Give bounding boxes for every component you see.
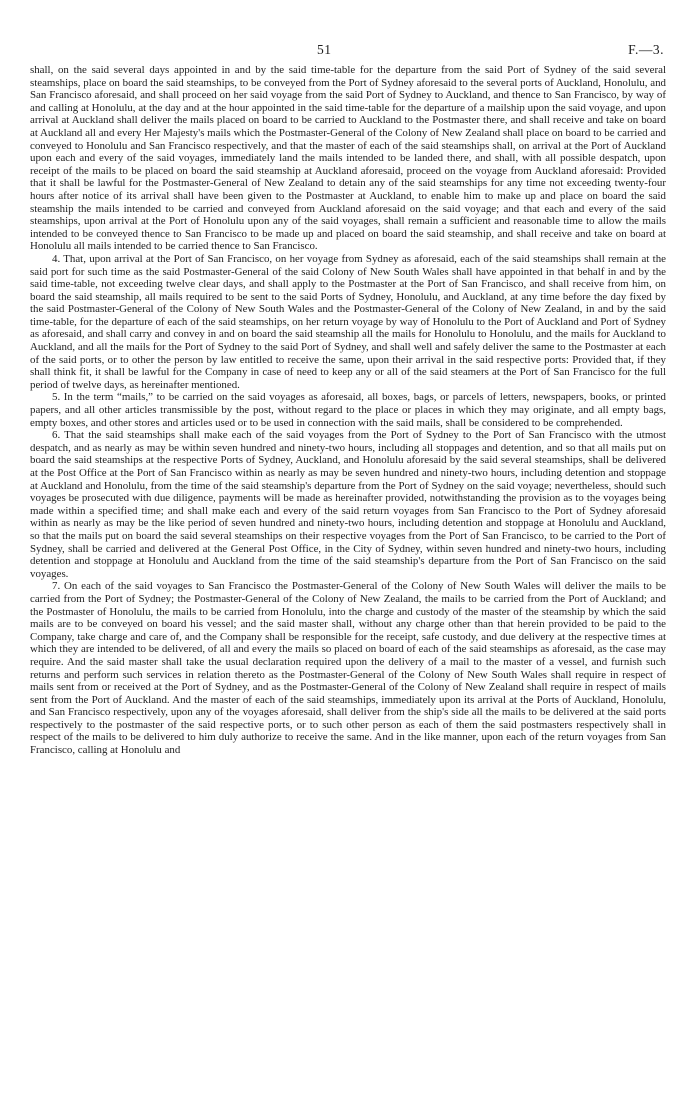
- page-number: 51: [317, 42, 332, 57]
- paragraph-clause-6: 6. That the said steamships shall make each of the said voyages from the Port of Sydney to the Port of San Francisco with the utmost despatch, and as nearly as may be within seven hundred and ninety-two hours, including all stoppages and detention, and so that all mails put on board the said steamships at the respective Ports of Sydney, Auckland, and Honolulu aforesaid by the said several steamships, shall be delivered at the Post Office at the Port of San Francisco within as nearly as may be seven hundred and ninety-two hours, including detention and stoppage at Auckland and Honolulu, from the time of the said steamship's departure from the Port of Sydney on the said voyage; nevertheless, should such voyages be prosecuted with due diligence, payments will be made as hereinafter provided, notwithstanding the provision as to the voyages being made within a specified time; and shall make each and every of the said return voyages from San Francisco to the Port of Sydney aforesaid within as nearly as may be the like period of seven hundred and ninety-two hours, including detention and stoppage at Honolulu and Auckland, so that the mails put on board the said several steamships on their respective voyages from the Port of San Francisco, to be carried to the Port of Sydney, shall be carried and delivered at the General Post Office, in the City of Sydney, within seven hundred and ninety-two hours, including detention and stoppage at Honolulu and Auckland from the time of the said steamship's departure from the Port of San Francisco on the said voyages.: [30, 429, 666, 580]
- paragraph-continuation: shall, on the said several days appointed in and by the said time-table for the departure from the said Port of Sydney of the said several steamships, place on board the said steamships, to be conveyed from the Port of Sydney aforesaid to the several ports of Auckland, Honolulu, and San Francisco aforesaid, and shall proceed on her said voyage from the said Port of Sydney to Auckland, and thence to San Francisco, by way of and calling at Honolulu, at the day and at the hour appointed in the said time-table for the departure of a mailship upon the said voyage, and upon arrival at Auckland shall deliver the mails placed on board to be carried to Auckland to the Postmaster there, and shall receive and take on board at Auckland all and every Her Majesty's mails which the Postmaster-General of the Colony of New Zealand shall place on board to be carried and conveyed to Honolulu and San Francisco respectively, and that the master of each of the said steamships shall, on arrival at the Port of Auckland upon each and every of the said voyages, immediately land the mails intended to be landed there, and shall, with all possible despatch, upon receipt of the mails to be placed on board the said steamship at Auckland aforesaid, proceed on the voyage from Auckland aforesaid: Provided that it shall be lawful for the Postmaster-General of New Zealand to detain any of the said steamships for any time not exceeding twenty-four hours after notice of its arrival shall have been given to the Postmaster at Auckland, to enable him to make up and place on board the said steamship the mails intended to be carried and conveyed from Auckland aforesaid on the said voyage; and that each and every of the said steamships, upon arrival at the Port of Honolulu upon any of the said voyages, shall remain a sufficient and reasonable time to allow the mails intended to be conveyed thence to San Francisco to be made up and placed on board the said steamship, and shall receive and take on board at Honolulu all mails intended to be carried thence to San Francisco.: [30, 64, 666, 253]
- paragraph-clause-5: 5. In the term “mails,” to be carried on the said voyages as aforesaid, all boxes, bags, or parcels of letters, newspapers, books, or printed papers, and all other articles transmissible by the post, without regard to the place or places in which they may originate, and all empty bags, empty boxes, and other stores and articles used or to be used in connection with the said mails, shall be considered to be comprehended.: [30, 391, 666, 429]
- paragraph-clause-7: 7. On each of the said voyages to San Francisco the Postmaster-General of the Colony of New South Wales will deliver the mails to be carried from the Port of Sydney; the Postmaster-General of the Colony of New Zealand, the mails to be carried from the Port of Auckland; and the Postmaster of Honolulu, the mails to be carried from Honolulu, into the charge and custody of the master of the steamship by which the said mails are to be conveyed on board his vessel; and the said master shall, without any charge other than that herein provided to be paid to the Company, take charge and care of, and the Company shall be responsible for the receipt, safe custody, and due delivery at the respective times at which they are intended to be delivered, of all and every the mails so placed on board of each of the said steamships as aforesaid, as the case may require. And the said master shall take the usual declaration required upon the delivery of a mail to the master of a vessel, and furnish such returns and perform such services in relation thereto as the Postmaster-General of the Colony of New South Wales shall require in respect of mails sent from or received at the Port of Sydney, and as the Postmaster-General of the Colony of New Zealand shall require in respect of mails sent from the Port of Auckland. And the master of each of the said steamships, immediately upon its arrival at the Ports of Auckland, Honolulu, and San Francisco respectively, upon any of the voyages aforesaid, shall deliver from the ship's side all the mails to be delivered at the said ports respectively to the postmaster of the said respective ports, or to such other person as each of them the said postmasters respectively shall in respect of the mails to be delivered to him duly authorize to receive the same. And in the like manner, upon each of the return voyages from San Francisco, calling at Honolulu and: [30, 580, 666, 757]
- page-header: [30, 0, 666, 64]
- document-code: F.—3.: [628, 42, 664, 57]
- document-page: [30, 0, 666, 1110]
- body-text: [30, 64, 666, 757]
- paragraph-clause-4: 4. That, upon arrival at the Port of San Francisco, on her voyage from Sydney as aforesaid, each of the said steamships shall remain at the said port for such time as the said Postmaster-General of the said Colony of New South Wales shall have appointed in that behalf in and by the said time-table, not exceeding twelve clear days, and shall apply to the Postmaster at the Port of San Francisco, and shall receive from him, on board the said steamship, all mails required to be sent to the said Ports of Sydney, Honolulu, and Auckland, at any time before the day fixed by the said Postmaster-General of the Colony of New South Wales and the Postmaster-General of the Colony of New Zealand, in and by the said time-table, for the departure of each of the said steamships, on her return voyage by way of Honolulu to the Port of Auckland and Port of Sydney as aforesaid, and shall carry and convey in and on board the said steamship all the mails for Honolulu to Honolulu, and the mails for Auckland to Auckland, and all the mails for the Port of Sydney to the said Port of Sydney, and shall well and safely deliver the same to the Postmaster at each of the said ports, or to other the person by law entitled to receive the same, upon their arrival in the said respective ports: Provided that, if they shall think fit, it shall be lawful for the Company in case of need to keep any or all of the said steamers at the Port of San Francisco for the full period of twelve days, as hereinafter mentioned.: [30, 252, 666, 391]
